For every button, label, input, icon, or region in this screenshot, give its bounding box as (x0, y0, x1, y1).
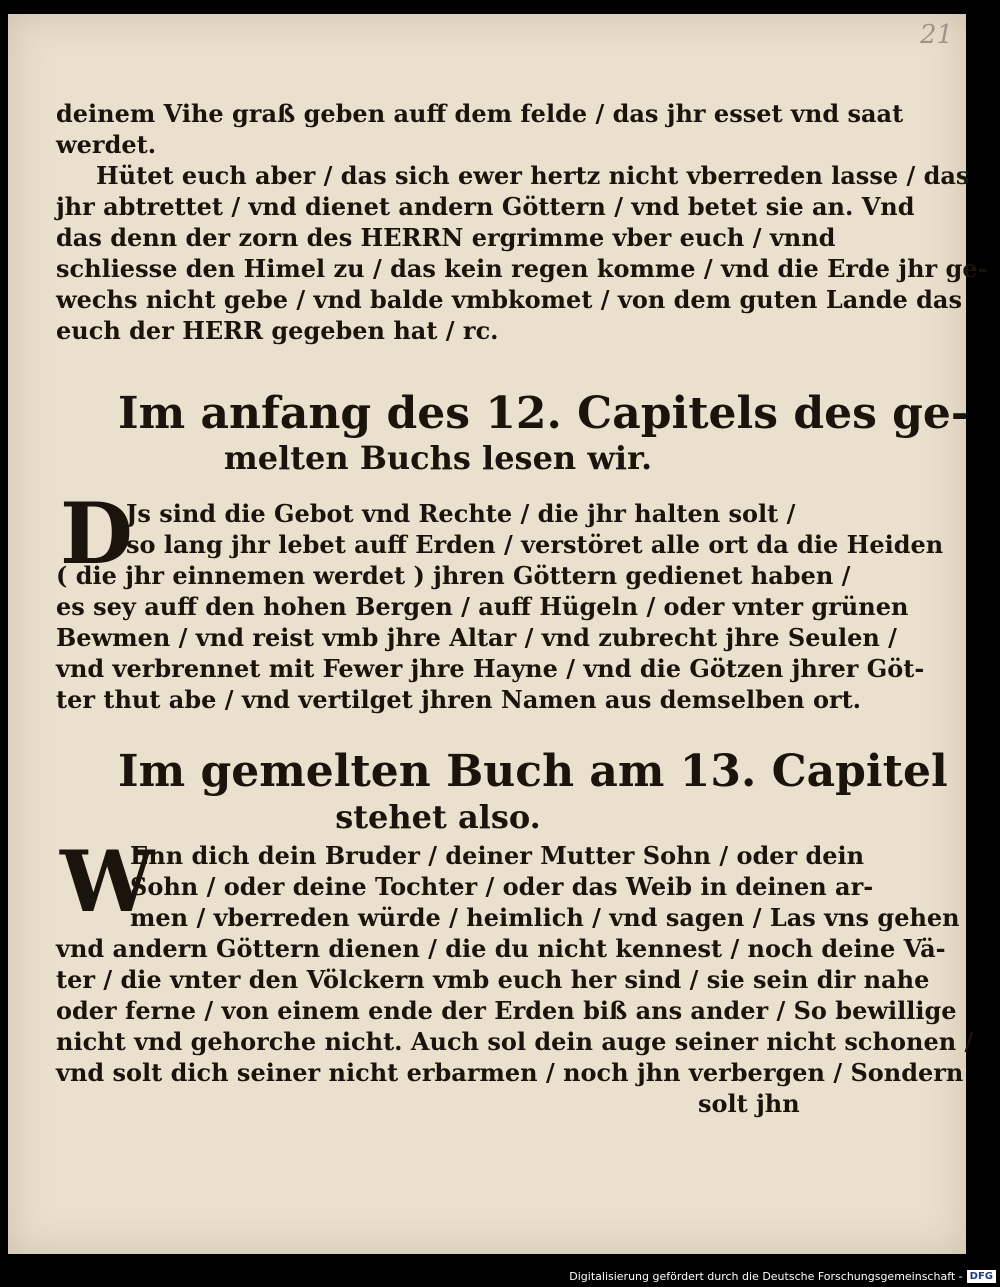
text-line: men / vberreden würde / heimlich / vnd sagen / Las vns gehen (130, 903, 960, 932)
text-line: wechs nicht gebe / vnd balde vmbkomet / von dem guten Lande das (56, 285, 962, 314)
section-heading-1-line-1: Im anfang des 12. Capitels des ge- (118, 388, 970, 439)
credit-text: Digitalisierung gefördert durch die Deutsche Forschungsgemeinschaft - (569, 1270, 963, 1283)
text-line: nicht vnd gehorche nicht. Auch sol dein auge seiner nicht schonen / (56, 1027, 974, 1056)
section-heading-2-line-1: Im gemelten Buch am 13. Capitel (118, 746, 948, 797)
text-line: vnd andern Göttern dienen / die du nicht kennest / noch deine Vä- (56, 934, 946, 963)
paragraph-3 (56, 832, 974, 1088)
text-line: deinem Vihe graß geben auff dem felde / das jhr esset vnd saat (56, 99, 904, 128)
document-page (8, 14, 988, 1254)
paragraph-1 (56, 98, 988, 346)
text-line: Bewmen / vnd reist vmb jhre Altar / vnd zubrecht jhre Seulen / (56, 623, 897, 652)
text-line: vnd verbrennet mit Fewer jhre Hayne / vnd die Götzen jhrer Göt- (56, 654, 925, 683)
text-line: euch der HERR gegeben hat / rc. (56, 316, 499, 345)
text-line: ter / die vnter den Völckern vmb euch her sind / sie sein dir nahe (56, 965, 930, 994)
text-line: Enn dich dein Bruder / deiner Mutter Sohn / oder dein (130, 841, 865, 870)
digitization-credit (569, 1270, 996, 1283)
text-line: oder ferne / von einem ende der Erden biß ans ander / So bewillige (56, 996, 957, 1025)
text-line: schliesse den Himel zu / das kein regen komme / vnd die Erde jhr ge- (56, 254, 988, 283)
paragraph-2 (56, 498, 944, 715)
drop-cap-initial: W (60, 832, 155, 931)
text-line: es sey auff den hohen Bergen / auff Hügeln / oder vnter grünen (56, 592, 909, 621)
text-line: Hütet euch aber / das sich ewer hertz nicht vberreden lasse / das (96, 161, 970, 190)
text-line: jhr abtrettet / vnd dienet andern Göttern / vnd betet sie an. Vnd (56, 192, 915, 221)
drop-cap-initial: D (60, 484, 133, 583)
text-line: Sohn / oder deine Tochter / oder das Weib in deinen ar- (130, 872, 874, 901)
dfg-logo: DFG (967, 1270, 996, 1283)
catchword: solt jhn (698, 1089, 800, 1118)
text-line: werdet. (56, 130, 157, 159)
folio-number: 21 (920, 20, 954, 50)
text-line: ter thut abe / vnd vertilget jhren Namen aus demselben ort. (56, 685, 862, 714)
text-line: vnd solt dich seiner nicht erbarmen / noch jhn verbergen / Sondern (56, 1058, 964, 1087)
text-line: so lang jhr lebet auff Erden / verstöret alle ort da die Heiden (126, 530, 944, 559)
text-line: ( die jhr einnemen werdet ) jhren Göttern gedienet haben / (56, 561, 851, 590)
text-line: das denn der zorn des HERRN ergrimme vber euch / vnnd (56, 223, 836, 252)
section-heading-1-line-2: melten Buchs lesen wir. (223, 439, 653, 477)
section-heading-2-line-2: stehet also. (335, 798, 541, 836)
text-line: Js sind die Gebot vnd Rechte / die jhr halten solt / (126, 499, 796, 528)
